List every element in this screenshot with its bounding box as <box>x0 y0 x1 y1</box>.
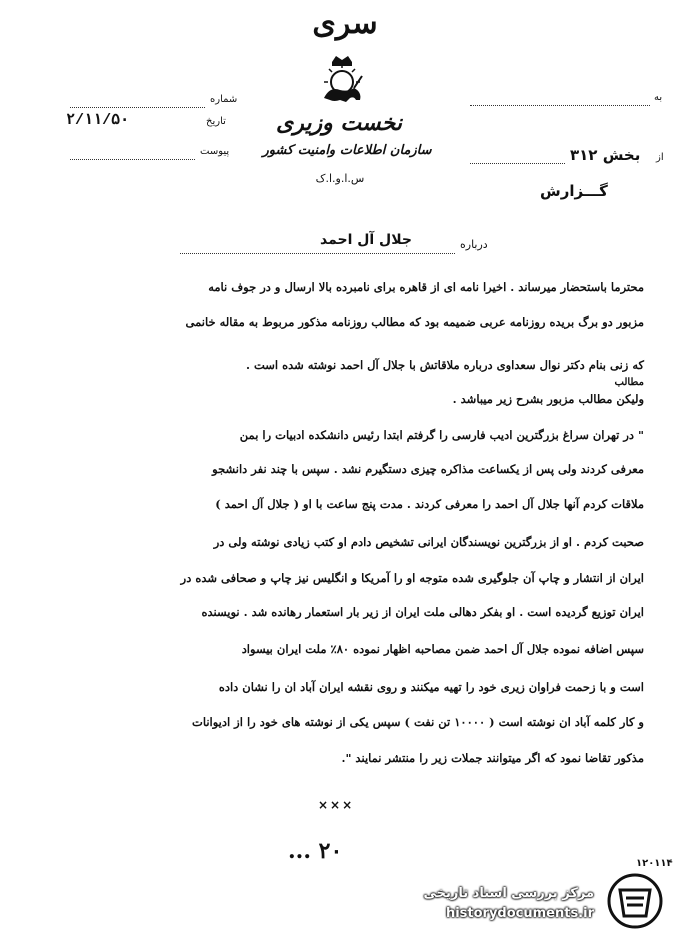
from-label: از <box>656 152 664 163</box>
body-line: مذکور تقاضا نمود که اگر میتوانند جملات زیر را منتشر نمایند ". <box>341 751 644 765</box>
handwritten-mark: ۲۰ ... <box>288 838 343 864</box>
body-line: که زنی بنام دکتر نوال سعداوی درباره ملاقاتش با جلال آل احمد نوشته شده است . <box>245 358 644 372</box>
lion-and-sun-emblem-icon <box>314 52 370 108</box>
from-value: بخش ۳۱۲ <box>570 146 641 164</box>
body-line: مطالب <box>614 377 644 388</box>
subject-line <box>180 252 455 254</box>
body-line: ایران توزیع گردیده است . او بفکر دهالی ملت ایران از زیر بار استعمار رهانده شد . نویسنده <box>201 605 644 619</box>
date-value: ۲/۱۱/۵۰ <box>66 112 130 129</box>
date-label: تاریخ <box>206 116 226 127</box>
number-line <box>70 106 205 108</box>
body-line: ملاقات کردم آنها جلال آل احمد را معرفی کردند . مدت پنج ساعت با او ( جلال آل احمد ) <box>215 497 644 511</box>
body-line: سپس اضافه نموده جلال آل احمد ضمن مصاحبه اظهار نموده ۸۰٪ ملت ایران بیسواد <box>241 642 644 656</box>
body-line: ولیکن مطالب مزبور بشرح زیر میباشد . <box>452 392 644 406</box>
corner-number: ۱۲۰۱۱۴ <box>636 858 673 869</box>
attachment-label: پیوست <box>200 146 230 157</box>
to-label: به <box>654 92 663 103</box>
body-line: است و با زحمت فراوان زیری خود را تهیه میکنند و روی نقشه ایران آباد ان را نشان داده <box>218 680 644 694</box>
subject-value: جلال آل احمد <box>320 232 412 248</box>
body-line: ایران از انتشار و چاپ آن جلوگیری شده متوجه او را آمریکا و انگلیس نیز چاپ و صحافی شده در <box>180 571 644 585</box>
watermark-name: مرکز بررسی اسناد تاریخی <box>423 886 594 901</box>
report-label: گـــزارش <box>540 182 608 200</box>
organization-subtitle: سازمان اطلاعات وامنیت کشور <box>262 143 432 158</box>
body-line: مزبور دو برگ بریده روزنامه عربی ضمیمه بود که مطالب روزنامه مذکور مربوط به مقاله خانمی <box>185 315 644 329</box>
closing-stars: ××× <box>318 798 355 812</box>
from-line <box>470 162 565 164</box>
body-line: " در تهران سراغ بزرگترین ادیب فارسی را گرفتم ابتدا رئیس دانشکده ادبیات را بمن <box>239 428 644 442</box>
organization-title: نخست وزیری <box>276 110 402 136</box>
body-line: معرفی کردند ولی پس از یکساعت مذاکره چیزی دستگیرم نشد . سپس با چند نفر دانشجو <box>212 462 644 476</box>
subject-label: درباره <box>460 238 488 251</box>
body-line: محترما باستحضار میرساند . اخیرا نامه ای از قاهره برای نامبرده بالا ارسال و در جوف نامه <box>208 280 644 294</box>
classification-stamp: سری <box>312 6 378 41</box>
to-line <box>470 104 650 106</box>
attachment-line <box>70 158 195 160</box>
body-line: صحبت کردم . او از بزرگترین نویسندگان ایرانی تشخیص دادم او کتب زیادی نوشته ولی در <box>213 535 644 549</box>
number-label: شماره <box>210 94 238 105</box>
archive-logo-icon <box>606 872 664 930</box>
organization-code: س.ا.و.ا.ک <box>315 172 365 185</box>
watermark-url: historydocuments.ir <box>445 906 594 921</box>
body-line: و کار کلمه آباد ان نوشته است ( ۱۰۰۰۰ تن نفت ) سپس یکی از نوشته های خود را از ادیوانات <box>192 715 644 729</box>
